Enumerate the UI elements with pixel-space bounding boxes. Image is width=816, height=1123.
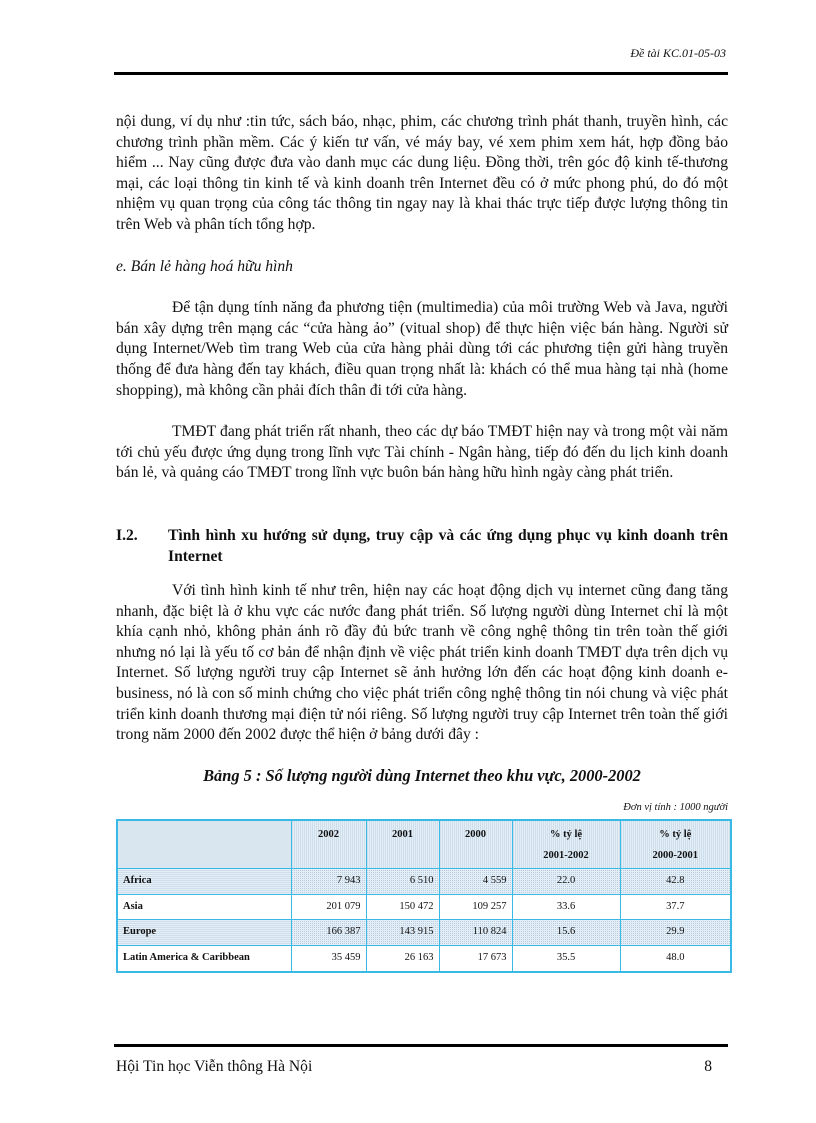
pct-cell-2000-2001: 37.7	[620, 894, 731, 920]
table-header-row	[117, 820, 731, 869]
pct-cell-2001-2002: 33.6	[512, 894, 620, 920]
column-header-line: % tỷ lệ	[549, 829, 583, 841]
column-header-pct-2000-2001	[620, 820, 731, 869]
body-paragraph: Để tận dụng tính năng đa phương tiện (multimedia) của môi trường Web và Java, người bán xây dựng trên mạng các “cửa hàng ảo” (vitual shop) để thực hiện việc bán hàng. Người sử dụng Internet/Web tìm trang Web của cửa hàng phải dùng tới các phương tiện gửi hàng truyền thống để đưa hàng đến tay khách, điều quan trọng nhất là: khách có thể mua hàng tại nhà (home shopping), mà không cần phải đích thân đi tới cửa hàng.	[116, 299, 728, 399]
document-reference: Đề tài KC.01-05-03	[630, 46, 726, 60]
pct-cell-2000-2001: 48.0	[620, 946, 731, 972]
region-cell: Asia	[117, 894, 291, 920]
value-cell-2000: 17 673	[439, 946, 512, 972]
section-number: I.2.	[116, 526, 138, 544]
column-header-2000: 2000	[439, 820, 512, 869]
footer-organization: Hội Tin học Viễn thông Hà Nội	[116, 1058, 313, 1075]
table-row	[117, 894, 731, 920]
value-cell-2002: 201 079	[291, 894, 366, 920]
column-header-line: 2000-2001	[652, 849, 698, 861]
table-row	[117, 920, 731, 946]
column-header-2001: 2001	[366, 820, 439, 869]
pct-cell-2001-2002: 15.6	[512, 920, 620, 946]
body-paragraph: nội dung, ví dụ như :tin tức, sách báo, nhạc, phim, các chương trình phát thanh, truyền hình, các chương trình phần mềm. Các ý kiến tư vấn, vé máy bay, vé xem phim xem hát, hợp đồng bảo hiểm ... Nay cũng được đưa vào danh mục các dung liệu. Đồng thời, trên góc độ kinh tế-thương mại, các loại thông tin kinh tế và kinh doanh trên Internet đều có ở mức phong phú, do đó một nhiệm vụ quan trọng của công tác thông tin ngay nay là khai thác trực tiếp được lượng thông tin trên Web và phân tích tổng hợp.	[116, 113, 728, 233]
table-row	[117, 946, 731, 972]
value-cell-2000: 109 257	[439, 894, 512, 920]
pct-cell-2000-2001: 29.9	[620, 920, 731, 946]
body-paragraph: TMĐT đang phát triển rất nhanh, theo các dự báo TMĐT hiện nay và trong một vài năm tới chủ yếu được ứng dụng trong lĩnh vực Tài chính - Ngân hàng, tiếp đó đến du lịch kinh doanh bán lẻ, và quảng cáo TMĐT trong lĩnh vực buôn bán hàng hữu hình ngày càng phát triển.	[116, 423, 728, 482]
unit-note: Đơn vị tính : 1000 người	[623, 802, 728, 814]
value-cell-2001: 6 510	[366, 869, 439, 895]
value-cell-2002: 7 943	[291, 869, 366, 895]
value-cell-2002: 166 387	[291, 920, 366, 946]
pct-cell-2001-2002: 35.5	[512, 946, 620, 972]
column-header-line: 2001-2002	[543, 849, 589, 861]
value-cell-2002: 35 459	[291, 946, 366, 972]
value-cell-2000: 110 824	[439, 920, 512, 946]
value-cell-2001: 150 472	[366, 894, 439, 920]
page-content	[116, 112, 728, 973]
footer-rule	[114, 1044, 728, 1047]
internet-users-table	[116, 819, 732, 973]
subheading-retail: e. Bán lẻ hàng hoá hữu hình	[116, 257, 293, 275]
table-caption: Bảng 5 : Số lượng người dùng Internet theo khu vực, 2000-2002	[203, 765, 641, 785]
table-row	[117, 869, 731, 895]
value-cell-2001: 143 915	[366, 920, 439, 946]
region-cell: Africa	[117, 869, 291, 895]
region-cell: Europe	[117, 920, 291, 946]
value-cell-2000: 4 559	[439, 869, 512, 895]
pct-cell-2001-2002: 22.0	[512, 869, 620, 895]
column-header-pct-2001-2002	[512, 820, 620, 869]
region-cell: Latin America & Caribbean	[117, 946, 291, 972]
value-cell-2001: 26 163	[366, 946, 439, 972]
page-number: 8	[704, 1058, 712, 1075]
header-rule	[114, 72, 728, 75]
pct-cell-2000-2001: 42.8	[620, 869, 731, 895]
column-header-region	[117, 820, 291, 869]
section-heading	[116, 526, 728, 567]
section-title: Tình hình xu hướng sử dụng, truy cập và các ứng dụng phục vụ kinh doanh trên Internet	[168, 526, 728, 565]
column-header-2002: 2002	[291, 820, 366, 869]
body-paragraph: Với tình hình kinh tế như trên, hiện nay các hoạt động dịch vụ internet cũng đang tăng nhanh, đặc biệt là ở khu vực các nước đang phát triển. Số lượng người dùng Internet chỉ là một khía cạnh nhỏ, không phản ánh rõ đầy đủ bức tranh về công nghệ thông tin trên toàn thế giới nhưng nó lại là yếu tố cơ bản để nhận định về việc phát triển kinh doanh TMĐT dựa trên dịch vụ Internet. Số lượng người truy cập Internet sẽ ảnh hưởng lớn đến các hoạt động kinh doanh e-business, nó là con số minh chứng cho việc phát triển công nghệ thông tin nói chung và việc phát triển kinh doanh thương mại điện tử nói riêng. Số lượng người truy cập Internet trên toàn thế giới trong năm 2000 đến 2002 được thể hiện ở bảng dưới đây :	[116, 582, 728, 744]
column-header-line: % tỷ lệ	[659, 829, 692, 841]
